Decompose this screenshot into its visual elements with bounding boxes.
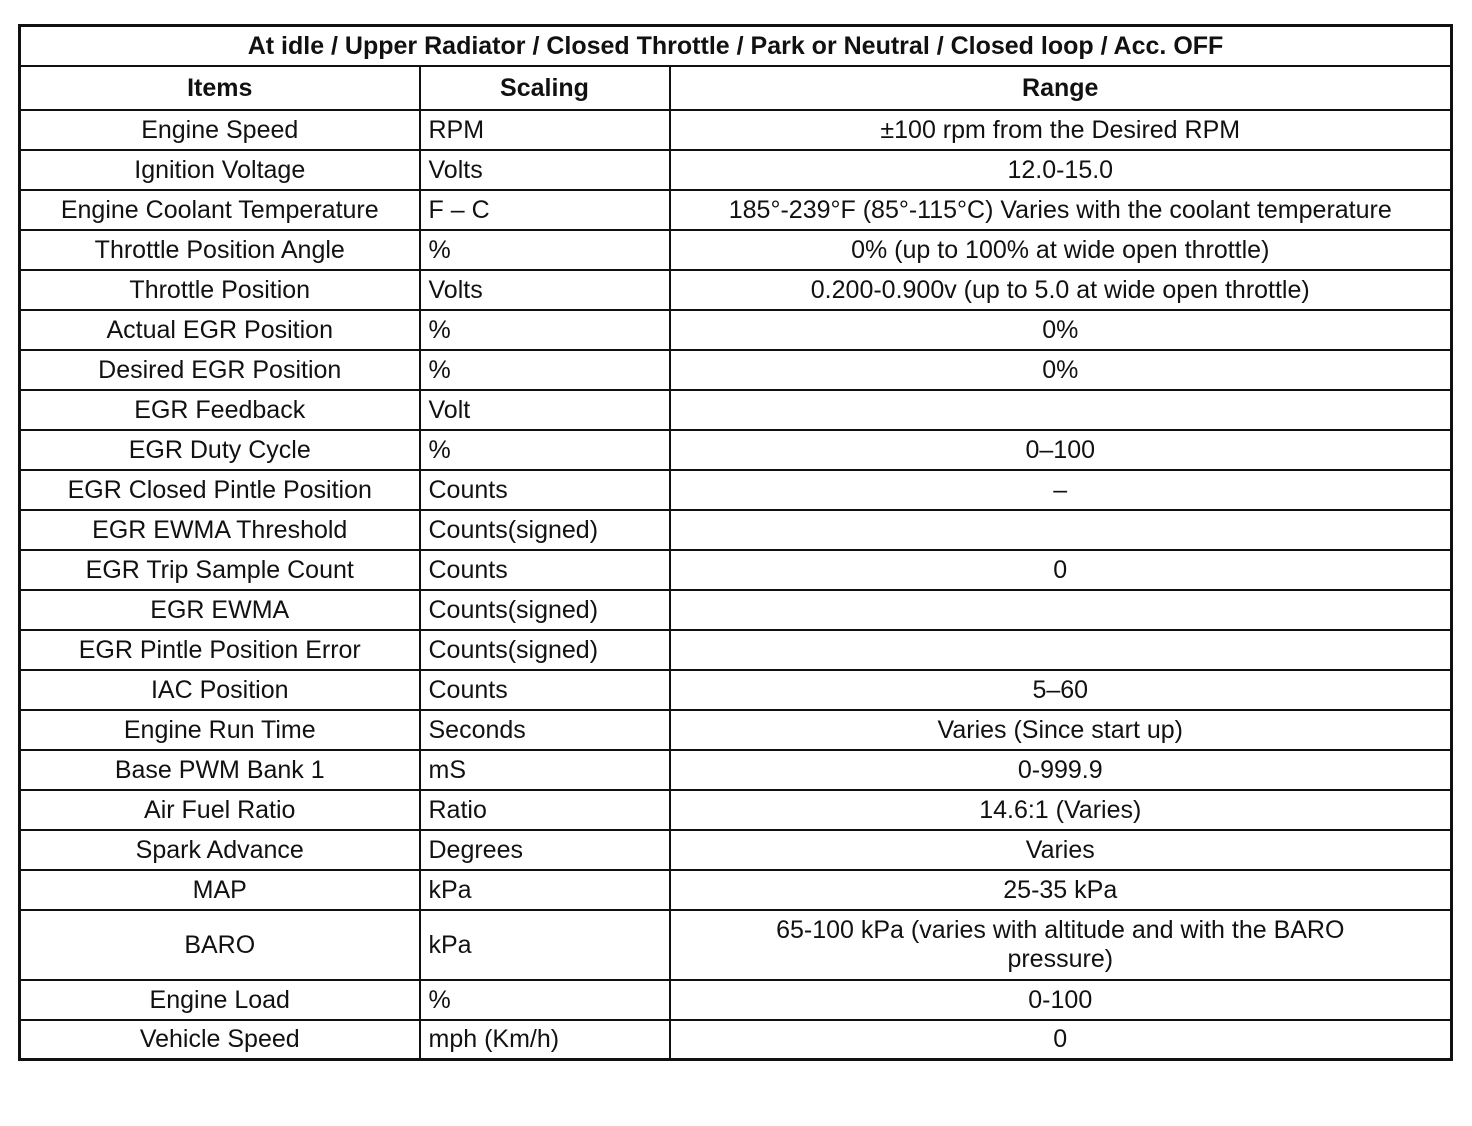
table-row — [20, 710, 1452, 750]
row-scaling: % — [420, 230, 670, 270]
row-range: 0% — [670, 350, 1452, 390]
row-scaling: mS — [420, 750, 670, 790]
row-item: EGR Pintle Position Error — [20, 630, 420, 670]
row-scaling: % — [420, 350, 670, 390]
row-range: 0.200-0.900v (up to 5.0 at wide open throttle) — [670, 270, 1452, 310]
row-range: 0 — [670, 1020, 1452, 1060]
table-row — [20, 390, 1452, 430]
row-scaling: kPa — [420, 910, 670, 980]
row-item: MAP — [20, 870, 420, 910]
row-range: Varies (Since start up) — [670, 710, 1452, 750]
row-scaling: kPa — [420, 870, 670, 910]
row-item: Engine Run Time — [20, 710, 420, 750]
row-scaling: F – C — [420, 190, 670, 230]
row-item: Throttle Position Angle — [20, 230, 420, 270]
table-title: At idle / Upper Radiator / Closed Throttle / Park or Neutral / Closed loop / Acc. OFF — [20, 26, 1452, 66]
row-range: – — [670, 470, 1452, 510]
table-row — [20, 670, 1452, 710]
row-item: EGR Duty Cycle — [20, 430, 420, 470]
table-row — [20, 550, 1452, 590]
row-scaling: Counts — [420, 550, 670, 590]
row-scaling: mph (Km/h) — [420, 1020, 670, 1060]
row-range: 0-100 — [670, 980, 1452, 1020]
row-scaling: Counts(signed) — [420, 510, 670, 550]
row-item: Ignition Voltage — [20, 150, 420, 190]
row-scaling: Volts — [420, 270, 670, 310]
row-range: 25-35 kPa — [670, 870, 1452, 910]
row-range: 185°-239°F (85°-115°C) Varies with the coolant temperature — [670, 190, 1452, 230]
table-row — [20, 110, 1452, 150]
row-scaling: Counts — [420, 670, 670, 710]
row-item: EGR Closed Pintle Position — [20, 470, 420, 510]
row-item: EGR Feedback — [20, 390, 420, 430]
table-row — [20, 910, 1452, 980]
table-row — [20, 150, 1452, 190]
scan-tool-data-table — [18, 24, 1453, 1061]
table-row — [20, 790, 1452, 830]
table-row — [20, 980, 1452, 1020]
row-scaling: RPM — [420, 110, 670, 150]
row-scaling: Seconds — [420, 710, 670, 750]
row-scaling: % — [420, 310, 670, 350]
table-row — [20, 230, 1452, 270]
table-row — [20, 630, 1452, 670]
row-range: ±100 rpm from the Desired RPM — [670, 110, 1452, 150]
table-row — [20, 350, 1452, 390]
row-item: Engine Load — [20, 980, 420, 1020]
column-header-items: Items — [20, 66, 420, 110]
row-scaling: Counts(signed) — [420, 590, 670, 630]
row-scaling: Volt — [420, 390, 670, 430]
table-row — [20, 870, 1452, 910]
table-row — [20, 310, 1452, 350]
table-row — [20, 750, 1452, 790]
row-range: 0% (up to 100% at wide open throttle) — [670, 230, 1452, 270]
row-range: 5–60 — [670, 670, 1452, 710]
row-range — [670, 590, 1452, 630]
row-scaling: Degrees — [420, 830, 670, 870]
table-header-row — [20, 66, 1452, 110]
column-header-range: Range — [670, 66, 1452, 110]
row-item: BARO — [20, 910, 420, 980]
row-range: 12.0-15.0 — [670, 150, 1452, 190]
row-range: 0% — [670, 310, 1452, 350]
row-item: Vehicle Speed — [20, 1020, 420, 1060]
row-range — [670, 630, 1452, 670]
table-row — [20, 430, 1452, 470]
row-scaling: Counts — [420, 470, 670, 510]
table-row — [20, 830, 1452, 870]
row-item: Engine Coolant Temperature — [20, 190, 420, 230]
row-range: 0–100 — [670, 430, 1452, 470]
table-row — [20, 470, 1452, 510]
row-range: 65-100 kPa (varies with altitude and with the BARO pressure) — [670, 910, 1452, 980]
table-row — [20, 1020, 1452, 1060]
row-item: EGR EWMA — [20, 590, 420, 630]
row-item: Spark Advance — [20, 830, 420, 870]
table-row — [20, 590, 1452, 630]
row-range — [670, 390, 1452, 430]
row-item: EGR EWMA Threshold — [20, 510, 420, 550]
column-header-scaling: Scaling — [420, 66, 670, 110]
row-range: Varies — [670, 830, 1452, 870]
row-scaling: % — [420, 430, 670, 470]
row-scaling: Counts(signed) — [420, 630, 670, 670]
row-scaling: % — [420, 980, 670, 1020]
row-item: Desired EGR Position — [20, 350, 420, 390]
row-range: 0-999.9 — [670, 750, 1452, 790]
row-item: EGR Trip Sample Count — [20, 550, 420, 590]
table-row — [20, 190, 1452, 230]
table-row — [20, 510, 1452, 550]
table-title-row — [20, 26, 1452, 66]
row-item: IAC Position — [20, 670, 420, 710]
table-row — [20, 270, 1452, 310]
row-item: Base PWM Bank 1 — [20, 750, 420, 790]
row-scaling: Ratio — [420, 790, 670, 830]
row-range: 0 — [670, 550, 1452, 590]
row-item: Actual EGR Position — [20, 310, 420, 350]
row-item: Air Fuel Ratio — [20, 790, 420, 830]
row-item: Engine Speed — [20, 110, 420, 150]
row-item: Throttle Position — [20, 270, 420, 310]
row-range: 14.6:1 (Varies) — [670, 790, 1452, 830]
row-scaling: Volts — [420, 150, 670, 190]
row-range — [670, 510, 1452, 550]
